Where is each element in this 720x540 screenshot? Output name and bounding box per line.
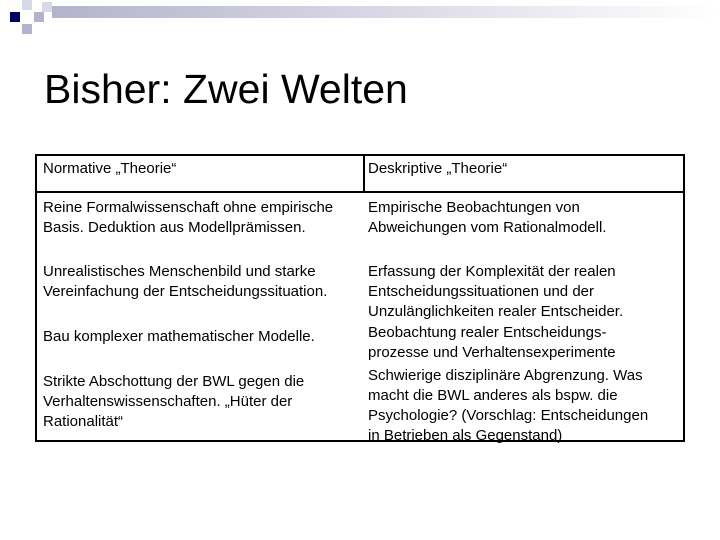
comparison-table bbox=[35, 154, 685, 442]
table-header-row bbox=[37, 156, 683, 193]
left-cell-3: Bau komplexer mathematischer Modelle. bbox=[43, 328, 315, 345]
header-decoration bbox=[0, 0, 720, 46]
right-cell-2: Erfassung der Komplexität der realen Entscheidungssituationen und der Unzulänglichkeiten realer Entscheider. bbox=[368, 263, 624, 320]
header-decoration-graphic bbox=[0, 0, 720, 46]
right-cell-3: Beobachtung realer Entscheidungs- prozesse und Verhaltensexperimente bbox=[368, 324, 616, 361]
slide-title: Bisher: Zwei Welten bbox=[44, 66, 408, 112]
header-descriptive: Deskriptive „Theorie“ bbox=[368, 160, 508, 177]
header-divider bbox=[363, 156, 365, 193]
right-cell-1: Empirische Beobachtungen von Abweichungen vom Rationalmodell. bbox=[368, 199, 607, 236]
header-normative: Normative „Theorie“ bbox=[43, 160, 177, 177]
right-cell-4: Schwierige disziplinäre Abgrenzung. Was macht die BWL anderes als bspw. die Psychologie? (Vorschlag: Entscheidungen in Betrieben als Gegenstand) bbox=[368, 367, 649, 444]
left-cell-1: Reine Formalwissenschaft ohne empirische Basis. Deduktion aus Modellprämissen. bbox=[43, 199, 334, 236]
left-cell-4: Strikte Abschottung der BWL gegen die Verhaltenswissenschaften. „Hüter der Rationalität“ bbox=[43, 373, 305, 430]
left-cell-2: Unrealistisches Menschenbild und starke Vereinfachung der Entscheidungssituation. bbox=[43, 263, 328, 300]
